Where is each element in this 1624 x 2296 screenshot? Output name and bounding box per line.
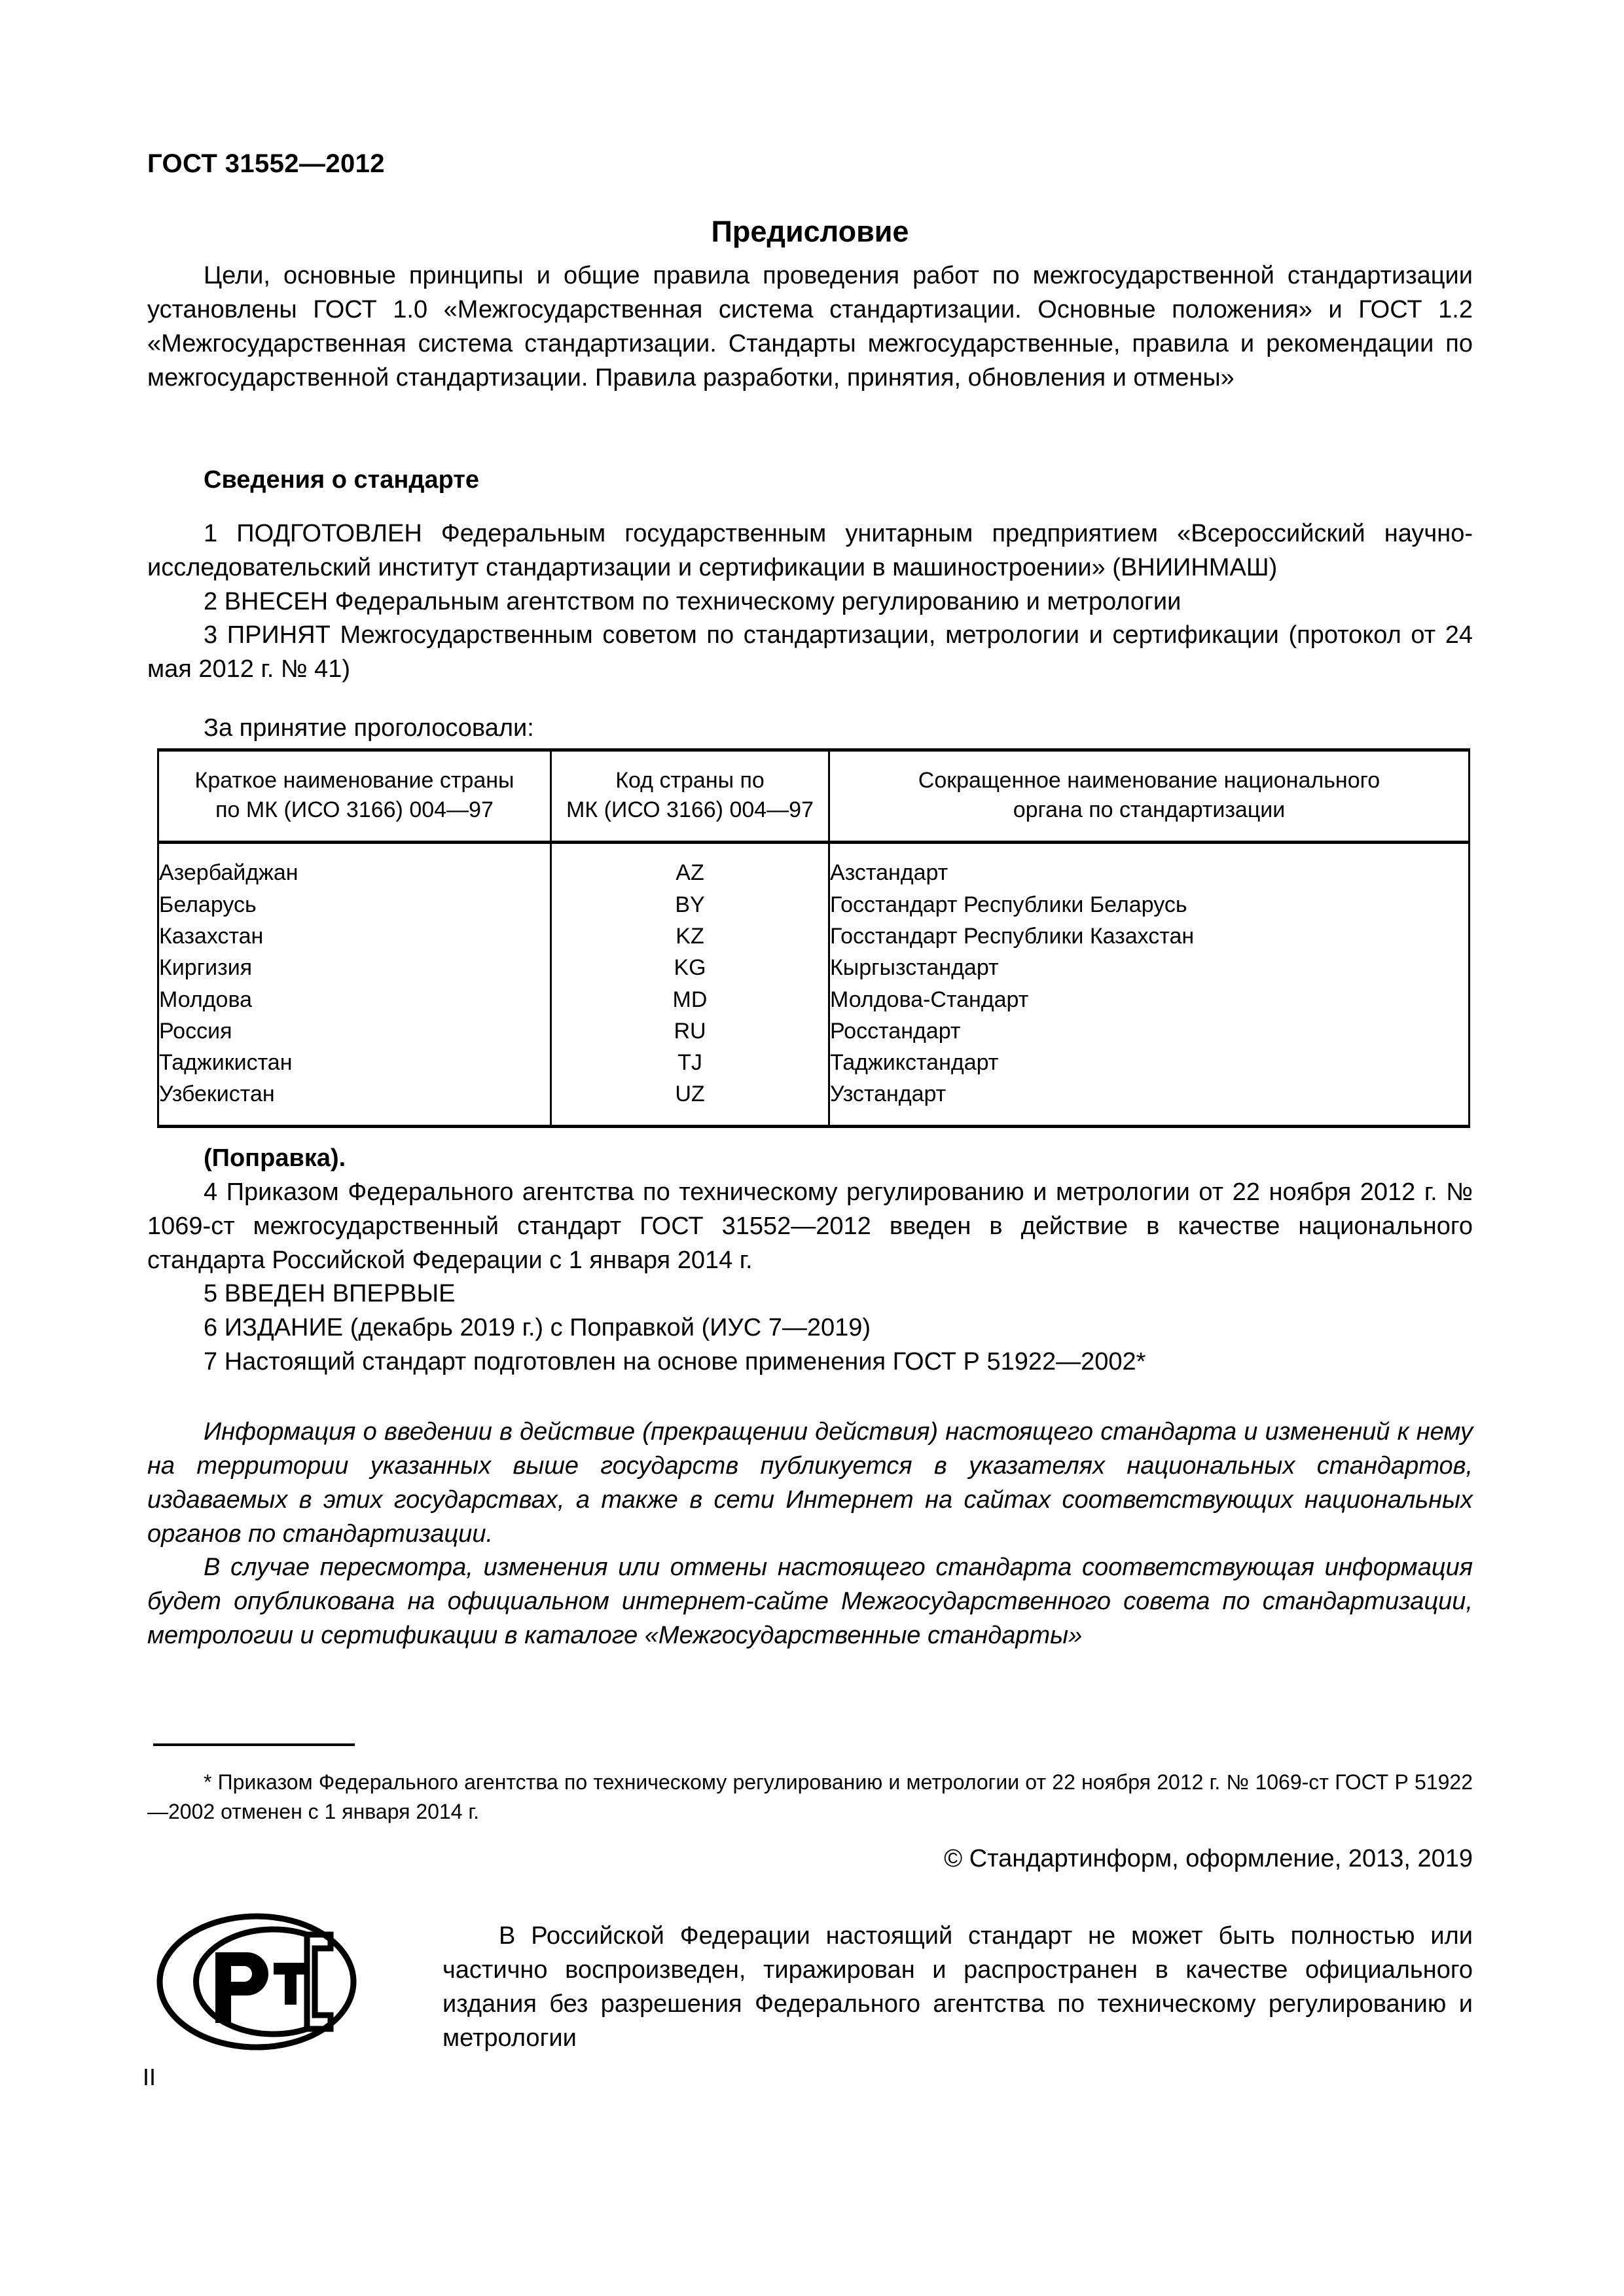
column-header-country-line2: по МК (ИСО 3166) 004—97 [215, 797, 494, 823]
cell-standardization-body: Азстандарт [829, 843, 1470, 889]
cell-standardization-body: Кыргызстандарт [829, 952, 1470, 983]
column-header-code-line1: Код страны по [615, 768, 765, 793]
cell-country-name: Россия [158, 1015, 551, 1047]
cell-country-code: KG [551, 952, 829, 983]
standard-info-section [147, 464, 1473, 746]
cell-country-code: UZ [551, 1078, 829, 1126]
column-header-body [829, 750, 1470, 843]
standard-info-item-1: 1 ПОДГОТОВЛЕН Федеральным государственным унитарным предприятием «Всероссийский научно-исследовательский институт стандартизации и сертификации в машиностроении» (ВНИИНМАШ) [147, 519, 1473, 581]
reproduction-notice [442, 1920, 1473, 2055]
notice-section [147, 1415, 1473, 1653]
column-header-country-line1: Краткое наименование страны [194, 768, 514, 793]
standard-info-item-2: 2 ВНЕСЕН Федеральным агентством по техническому регулированию и метрологии [204, 587, 1182, 615]
footnote-separator-rule [153, 1743, 355, 1746]
cell-country-code: MD [551, 984, 829, 1015]
table-row [158, 984, 1470, 1015]
column-header-body-line1: Сокращенное наименование национального [918, 768, 1380, 793]
notice-paragraph-1: Информация о введении в действие (прекращении действия) настоящего стандарта и изменений к нему на территории указанных выше государств публикуется в указателях национальных стандартов, издаваемых в этих государствах, а также в сети Интернет на сайтах соответствующих национальных органов по стандартизации. [147, 1418, 1473, 1548]
cell-standardization-body: Таджикстандарт [829, 1047, 1470, 1078]
spacer [147, 498, 1473, 517]
intro-paragraph: Цели, основные принципы и общие правила проведения работ по межгосударственной стандартизации установлены ГОСТ 1.0 «Межгосударственная система стандартизации. Основные положения» и ГОСТ 1.2 «Межгосударственная система стандартизации. Стандарты межгосударственные, правила и рекомендации по межгосударственной стандартизации. Правила разработки, принятия, обновления и отмены» [147, 262, 1473, 392]
column-header-code [551, 750, 829, 843]
cell-country-name: Узбекистан [158, 1078, 551, 1126]
voting-countries-table [157, 748, 1470, 1128]
cell-country-name: Азербайджан [158, 843, 551, 889]
after-table-item-4: 4 Приказом Федерального агентства по техническому регулированию и метрологии от 22 ноября 2012 г. № 1069-ст межгосударственный стандарт ГОСТ 31552—2012 введен в действие в качестве национального стандарта Российской Федерации с 1 января 2014 г. [147, 1178, 1473, 1274]
after-table-item-7: 7 Настоящий стандарт подготовлен на основе применения ГОСТ Р 51922—2002* [204, 1348, 1146, 1376]
footnote-text: * Приказом Федерального агентства по техническому регулированию и метрологии от 22 ноября 2012 г. № 1069-ст ГОСТ Р 51922—2002 отменен с 1 января 2014 г. [147, 1770, 1473, 1823]
spacer [147, 687, 1473, 712]
after-table-item-5: 5 ВВЕДЕН ВПЕРВЫЕ [204, 1280, 456, 1308]
table-row [158, 1015, 1470, 1047]
cell-standardization-body: Узстандарт [829, 1078, 1470, 1126]
table-body [158, 843, 1470, 1126]
after-table-item-6: 6 ИЗДАНИЕ (декабрь 2019 г.) с Поправкой (ИУС 7—2019) [204, 1314, 871, 1342]
amendment-label: (Поправка). [204, 1144, 346, 1172]
table-row [158, 889, 1470, 920]
after-table-section [147, 1142, 1473, 1379]
cell-standardization-body: Росстандарт [829, 1015, 1470, 1047]
vote-lead-in: За принятие проголосовали: [204, 714, 534, 742]
standard-number-header: ГОСТ 31552—2012 [147, 149, 385, 178]
cell-country-code: KZ [551, 920, 829, 952]
column-header-code-line2: МК (ИСО 3166) 004—97 [566, 797, 814, 823]
cell-country-name: Казахстан [158, 920, 551, 952]
rst-certification-logo-icon [155, 1912, 358, 2052]
cell-standardization-body: Госстандарт Республики Беларусь [829, 889, 1470, 920]
table-header-row [158, 750, 1470, 843]
table-row [158, 920, 1470, 952]
table-row [158, 1047, 1470, 1078]
cell-standardization-body: Госстандарт Республики Казахстан [829, 920, 1470, 952]
cell-country-name: Беларусь [158, 889, 551, 920]
cell-country-name: Молдова [158, 984, 551, 1015]
cell-country-code: RU [551, 1015, 829, 1047]
column-header-body-line2: органа по стандартизации [1013, 797, 1286, 823]
notice-paragraph-2: В случае пересмотра, изменения или отмены настоящего стандарта соответствующая информация будет опубликована на официальном интернет-сайте Межгосударственного совета по стандартизации, метрологии и сертификации в каталоге «Межгосударственные стандарты» [147, 1554, 1473, 1650]
standard-info-subheading: Сведения о стандарте [204, 466, 480, 494]
table-head [158, 750, 1470, 843]
cell-country-name: Киргизия [158, 952, 551, 983]
cell-standardization-body: Молдова-Стандарт [829, 984, 1470, 1015]
cell-country-code: BY [551, 889, 829, 920]
standard-info-item-3: 3 ПРИНЯТ Межгосударственным советом по стандартизации, метрологии и сертификации (протокол от 24 мая 2012 г. № 41) [147, 621, 1473, 683]
reproduction-notice-text: В Российской Федерации настоящий стандарт не может быть полностью или частично воспроизведен, тиражирован и распространен в качестве официального издания без разрешения Федерального агентства по техническому регулированию и метрологии [442, 1922, 1473, 2052]
intro-section [147, 259, 1473, 395]
cell-country-name: Таджикистан [158, 1047, 551, 1078]
table-row [158, 952, 1470, 983]
cell-country-code: AZ [551, 843, 829, 889]
voting-countries-table-wrapper [157, 748, 1470, 1128]
table-row [158, 843, 1470, 889]
footnote-section [147, 1768, 1473, 1827]
cell-country-code: TJ [551, 1047, 829, 1078]
column-header-country [158, 750, 551, 843]
page-number: II [143, 2064, 156, 2090]
table-row [158, 1078, 1470, 1126]
copyright-line: © Стандартинформ, оформление, 2013, 2019 [944, 1845, 1473, 1872]
page-title: Предисловие [711, 215, 909, 248]
